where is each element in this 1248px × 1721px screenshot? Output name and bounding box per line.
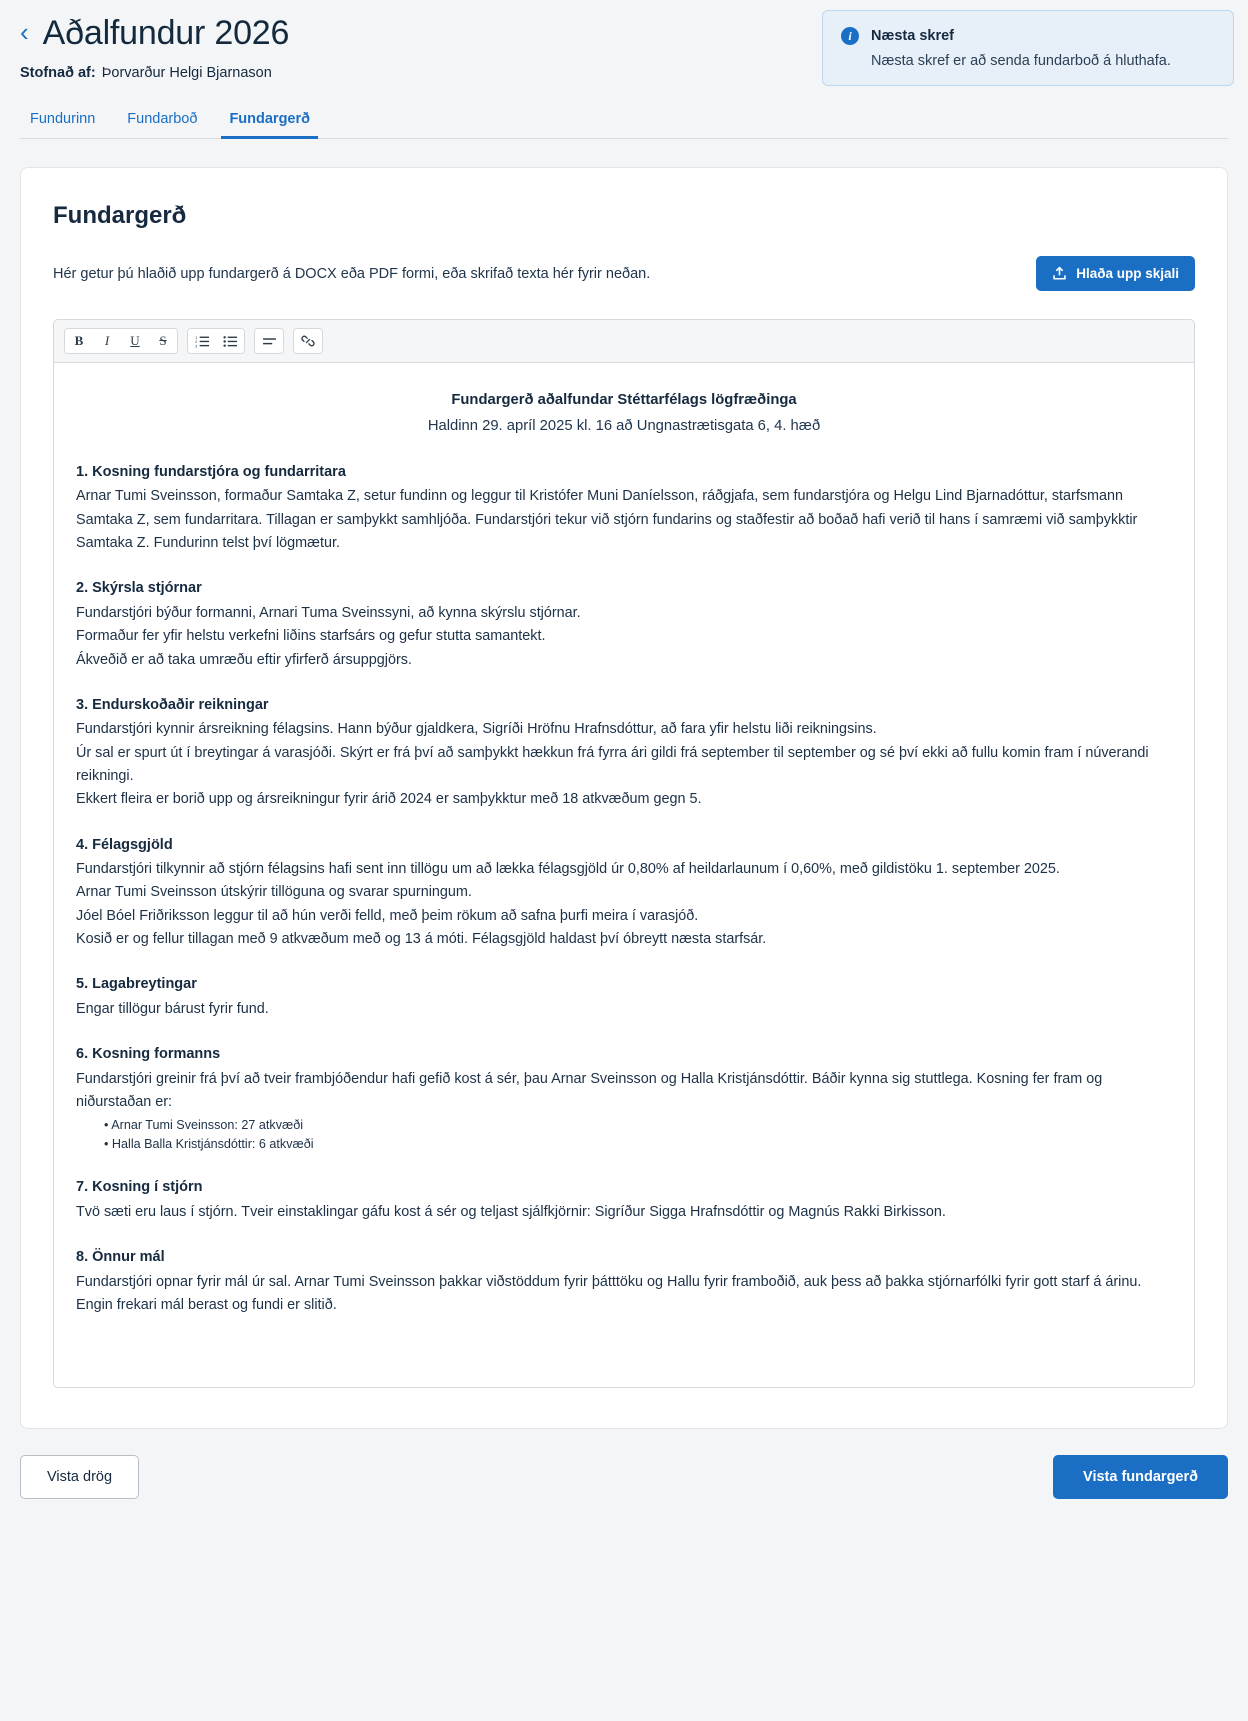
info-icon: i <box>841 27 859 45</box>
vote-result-list <box>76 1116 1172 1154</box>
document-subheading: Haldinn 29. apríl 2025 kl. 16 að Ungnastrætisgata 6, 4. hæð <box>427 417 821 434</box>
section-heading: 5. Lagabreytingar <box>76 976 197 993</box>
minutes-card <box>20 167 1228 1429</box>
bold-button[interactable]: B <box>65 329 93 353</box>
underline-button[interactable]: U <box>121 329 149 353</box>
list-group <box>187 328 245 354</box>
list-item: • Arnar Tumi Sveinsson: 27 atkvæði <box>104 1116 1172 1135</box>
link-group <box>293 328 323 354</box>
upload-document-button[interactable] <box>1036 256 1195 291</box>
align-left-icon[interactable] <box>255 329 283 353</box>
save-draft-button[interactable]: Vista drög <box>20 1455 139 1499</box>
section-paragraph: Jóel Bóel Friðriksson leggur til að hún verði felld, með þeim rökum að safna þurfi meira í varasjóð. <box>76 907 699 924</box>
card-description: Hér getur þú hlaðið upp fundargerð á DOCX eða PDF formi, eða skrifað texta hér fyrir neðan. <box>53 265 651 282</box>
back-chevron-icon[interactable]: ‹ <box>20 16 29 47</box>
page-title: Aðalfundur 2026 <box>42 14 290 52</box>
section-paragraph: Formaður fer yfir helstu verkefni liðins starfsárs og gefur stutta samantekt. <box>76 628 546 645</box>
section-heading: 2. Skýrsla stjórnar <box>76 580 202 597</box>
section-paragraph: Fundarstjóri greinir frá því að tveir frambjóðendur hafi gefið kost á sér, þau Arnar Sveinsson og Halla Kristjánsdóttir. Báðir kynna sig stuttlega. Kosning fer fram og niðurstaðan er: <box>76 1070 1103 1111</box>
section-paragraph: Engin frekari mál berast og fundi er slitið. <box>76 1296 337 1313</box>
section-paragraph: Engar tillögur bárust fyrir fund. <box>76 1000 269 1017</box>
section-paragraph: Fundarstjóri kynnir ársreikning félagsins. Hann býður gjaldkera, Sigríði Hröfnu Hrafnsdóttur, að fara yfir helstu liði reikningsins. <box>76 721 877 738</box>
tab-fundurinn[interactable]: Fundurinn <box>30 111 96 127</box>
footer-actions <box>20 1455 1228 1499</box>
document-section <box>76 577 1172 671</box>
editor-toolbar <box>54 320 1194 363</box>
upload-icon <box>1052 266 1067 281</box>
section-heading: 6. Kosning formanns <box>76 1046 221 1063</box>
section-heading: 4. Félagsgjöld <box>76 836 173 853</box>
section-paragraph: Tvö sæti eru laus í stjórn. Tveir einstaklingar gáfu kost á sér og teljast sjálfkjörnir: Sigríður Sigga Hrafnsdóttir og Magnús Rakki Birkisson. <box>76 1203 946 1220</box>
section-paragraph: Úr sal er spurt út í breytingar á varasjóði. Skýrt er frá því að samþykkt hækkun frá fyrra ári gildi frá september til september og sé því ekki að fullu komin fram í núverandi reikningi. <box>76 744 1149 785</box>
section-heading: 8. Önnur mál <box>76 1249 165 1266</box>
align-group <box>254 328 284 354</box>
creator-name: Þorvarður Helgi Bjarnason <box>101 65 272 81</box>
section-paragraph: Fundarstjóri tilkynnir að stjórn félagsins hafi sent inn tillögu um að lækka félagsgjöld úr 0,80% af heildarlaunum í 0,60%, með gildistöku 1. september 2025. <box>76 861 1060 878</box>
section-paragraph: Kosið er og fellur tillagan með 9 atkvæðum með og 13 á móti. Félagsgjöld haldast því óbreytt næsta starfsár. <box>76 931 767 948</box>
document-section <box>76 1043 1172 1154</box>
tab-fundarbod[interactable]: Fundarboð <box>127 111 198 127</box>
callout-header <box>841 27 1215 45</box>
section-paragraph: Ákveðið er að taka umræðu eftir yfirferð ársuppgjörs. <box>76 651 412 668</box>
callout-body: Næsta skref er að senda fundarboð á hluthafa. <box>871 53 1171 69</box>
bullet-list-icon[interactable] <box>216 329 244 353</box>
save-minutes-button[interactable]: Vista fundargerð <box>1053 1455 1228 1499</box>
link-icon[interactable] <box>294 329 322 353</box>
ordered-list-icon[interactable] <box>188 329 216 353</box>
callout-title: Næsta skref <box>871 28 955 44</box>
section-paragraph: Arnar Tumi Sveinsson útskýrir tillöguna og svarar spurningum. <box>76 884 472 901</box>
document-section <box>76 1246 1172 1317</box>
tab-fundargerd[interactable]: Fundargerð <box>221 105 318 139</box>
strikethrough-button[interactable]: S <box>149 329 177 353</box>
document-heading: Fundargerð aðalfundar Stéttarfélags lögfræðinga <box>451 392 797 408</box>
rich-text-editor <box>53 319 1195 1388</box>
document-section <box>76 1176 1172 1224</box>
minutes-document-body[interactable] <box>54 363 1194 1387</box>
svg-text:2: 2 <box>194 339 197 344</box>
document-section <box>76 461 1172 555</box>
section-paragraph: Ekkert fleira er borið upp og ársreikningur fyrir árið 2024 er samþykktur með 18 atkvæðum gegn 5. <box>76 791 702 808</box>
section-paragraph: Arnar Tumi Sveinsson, formaður Samtaka Z, setur fundinn og leggur til Kristófer Muni Daníelsson, ráðgjafa, sem fundarstjóra og Helgu Lind Bjarnadóttur, starfsmann Samtaka Z, sem fundarritara. Tillagan er samþykkt samhljóða. Fundarstjóri tekur við stjórn fundarins og staðfestir að boðað hafi verið til hans í samræmi við samþykktir Samtaka Z. Fundurinn telst því lögmætur. <box>76 488 1138 552</box>
section-paragraph: Fundarstjóri býður formanni, Arnari Tuma Sveinssyni, að kynna skýrslu stjórnar. <box>76 604 581 621</box>
list-item: • Halla Balla Kristjánsdóttir: 6 atkvæði <box>104 1135 1172 1154</box>
document-section <box>76 973 1172 1021</box>
next-step-callout <box>822 10 1234 86</box>
card-description-row <box>53 256 1195 291</box>
section-heading: 7. Kosning í stjórn <box>76 1179 203 1196</box>
document-section <box>76 694 1172 812</box>
text-style-group <box>64 328 178 354</box>
svg-text:3: 3 <box>194 343 197 348</box>
svg-text:1: 1 <box>194 335 197 340</box>
card-title: Fundargerð <box>53 202 187 229</box>
section-heading: 3. Endurskoðaðir reikningar <box>76 696 269 713</box>
italic-button[interactable]: I <box>93 329 121 353</box>
section-heading: 1. Kosning fundarstjóra og fundarritara <box>76 463 346 480</box>
upload-button-label: Hlaða upp skjali <box>1076 266 1179 281</box>
creator-label: Stofnað af: <box>20 65 96 81</box>
section-paragraph: Fundarstjóri opnar fyrir mál úr sal. Arnar Tumi Sveinsson þakkar viðstöddum fyrir þátttöku og Hallu fyrir framboðið, auk þess að þakka stjórnarfólki fyrir gott starf á árinu. <box>76 1273 1142 1290</box>
document-section <box>76 834 1172 952</box>
tab-bar <box>20 105 1228 139</box>
